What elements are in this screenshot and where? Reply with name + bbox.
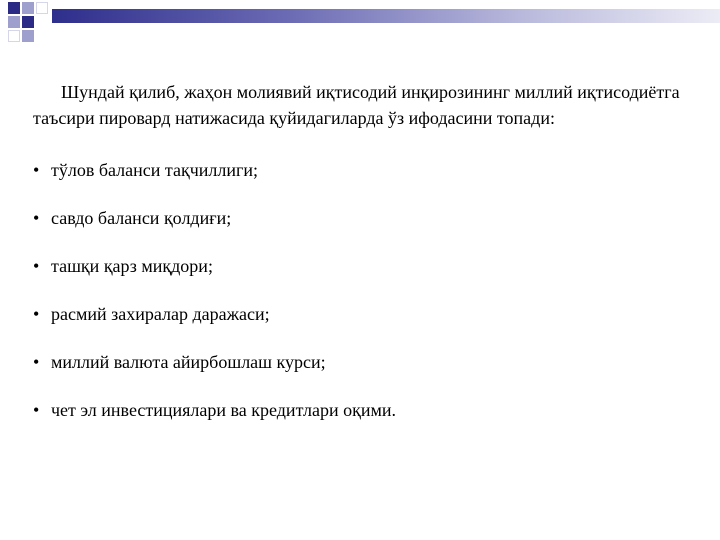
bullet-list	[33, 157, 683, 423]
bullet-text: миллий валюта айирбошлаш курси;	[51, 352, 326, 372]
slide-content	[33, 79, 683, 445]
bullet-dot-icon: •	[33, 400, 40, 420]
list-item	[33, 349, 683, 375]
decor-square	[36, 2, 48, 14]
list-item	[33, 253, 683, 279]
bullet-text: тўлов баланси тақчиллиги;	[51, 160, 258, 180]
list-item	[33, 157, 683, 183]
bullet-dot-icon: •	[33, 256, 40, 276]
bullet-dot-icon: •	[33, 352, 40, 372]
bullet-dot-icon: •	[33, 304, 40, 324]
list-item	[33, 205, 683, 231]
list-item	[33, 301, 683, 327]
decor-square	[22, 2, 34, 14]
bullet-text: расмий захиралар даражаси;	[51, 304, 270, 324]
bullet-dot-icon: •	[33, 160, 40, 180]
intro-paragraph: Шундай қилиб, жаҳон молиявий иқтисодий инқирозининг миллий иқтисодиётга таъсири пировард натижасида қуйидагиларда ўз ифодасини топади:	[33, 82, 680, 128]
decor-square	[22, 30, 34, 42]
bullet-text: ташқи қарз миқдори;	[51, 256, 213, 276]
header-gradient-bar	[52, 9, 720, 23]
bullet-dot-icon: •	[33, 208, 40, 228]
bullet-text: савдо баланси қолдиғи;	[51, 208, 232, 228]
list-item	[33, 397, 683, 423]
decor-square	[8, 30, 20, 42]
decor-square	[8, 16, 20, 28]
decor-square	[8, 2, 20, 14]
decor-square	[22, 16, 34, 28]
bullet-text: чет эл инвестициялари ва кредитлари оқими.	[51, 400, 396, 420]
